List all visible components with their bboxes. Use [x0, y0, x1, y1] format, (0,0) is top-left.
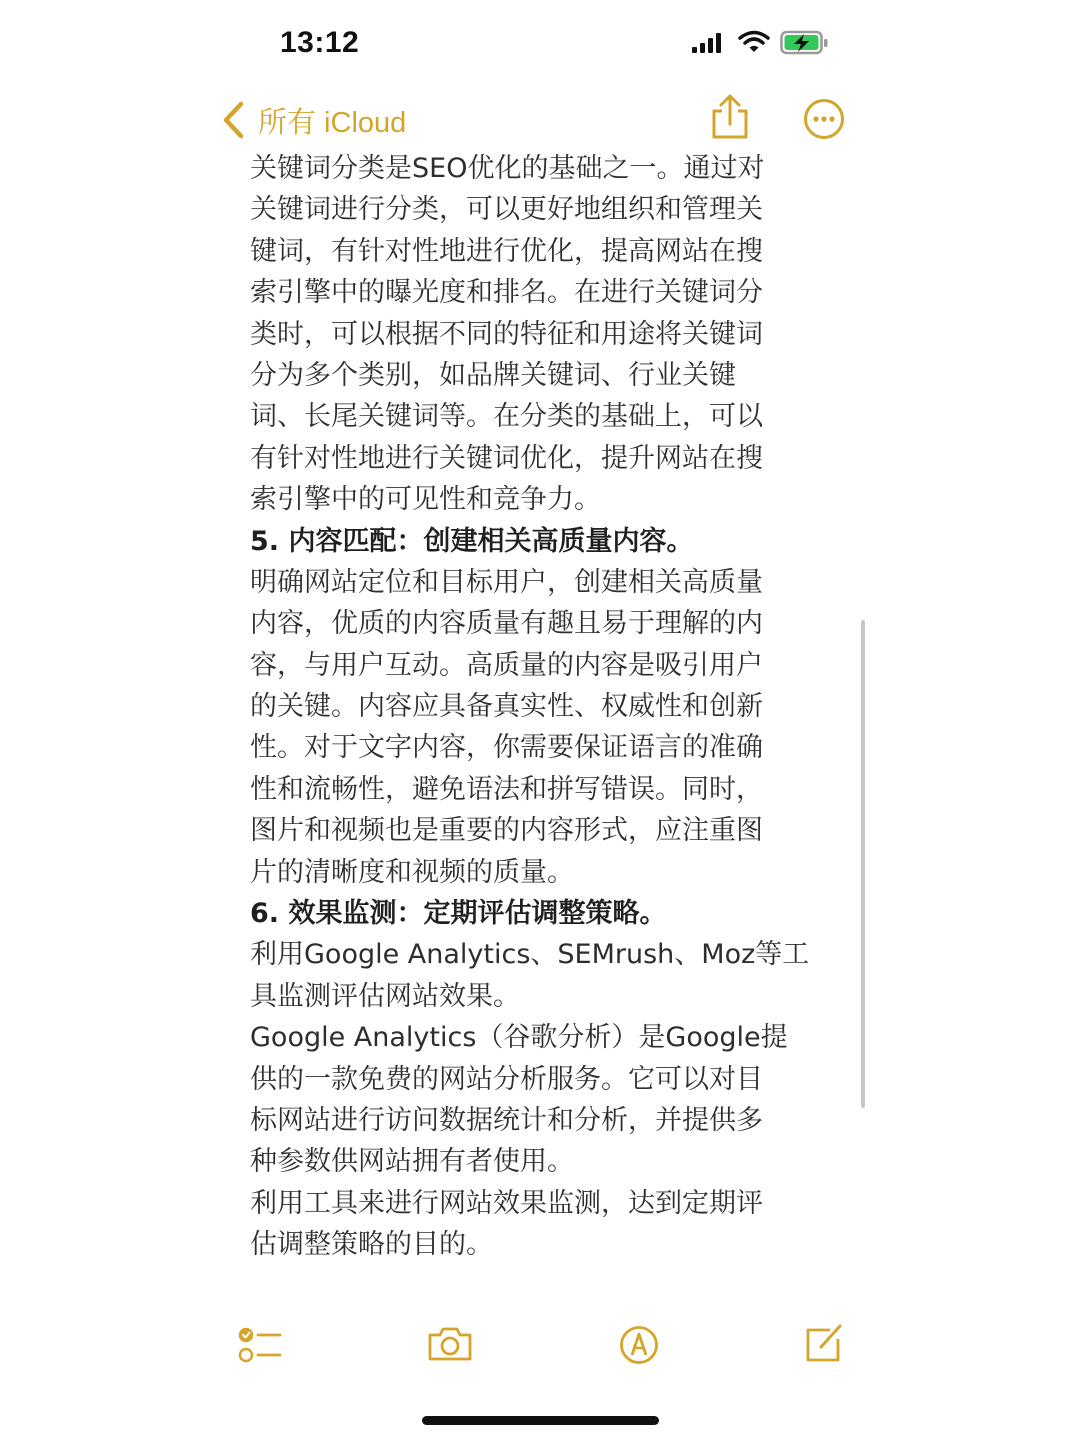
- compose-icon: [804, 1322, 846, 1364]
- back-button[interactable]: [220, 96, 406, 144]
- note-text-line: 具监测评估网站效果。: [250, 980, 520, 1012]
- note-heading-line: 6. 效果监测：定期评估调整策略。: [250, 898, 667, 930]
- more-options-button[interactable]: [803, 98, 845, 144]
- note-text-line: 索引擎中的可见性和竞争力。: [250, 484, 601, 516]
- camera-icon: [427, 1326, 473, 1362]
- share-button[interactable]: [708, 94, 752, 144]
- ellipsis-circle-icon: [803, 98, 845, 140]
- note-text-line: 标网站进行访问数据统计和分析，并提供多: [250, 1104, 763, 1136]
- note-text-line: 容，与用户互动。高质量的内容是吸引用户: [250, 649, 763, 681]
- note-text-line: 索引擎中的曝光度和排名。在进行关键词分: [250, 277, 763, 309]
- note-text-line: 图片和视频也是重要的内容形式，应注重图: [250, 815, 763, 847]
- compose-button[interactable]: [804, 1322, 846, 1368]
- home-indicator: [422, 1416, 659, 1425]
- share-icon: [708, 94, 752, 140]
- note-text-line: 键词，有针对性地进行优化，提高网站在搜: [250, 235, 763, 267]
- note-content[interactable]: [250, 148, 840, 1268]
- note-text-line: 内容，优质的内容质量有趣且易于理解的内: [250, 608, 763, 640]
- pen-tip-circle-icon: [619, 1325, 659, 1365]
- note-text-line: 关键词进行分类，可以更好地组织和管理关: [250, 194, 763, 226]
- status-time: 13:12: [280, 26, 360, 59]
- note-text-line: 分为多个类别，如品牌关键词、行业关键: [250, 359, 736, 391]
- back-label: 所有 iCloud: [258, 106, 407, 139]
- note-text-line: 性。对于文字内容，你需要保证语言的准确: [250, 732, 763, 764]
- camera-button[interactable]: [427, 1326, 473, 1366]
- wifi-icon: [738, 30, 770, 54]
- navigation-bar: [0, 90, 1080, 150]
- note-text-line: 片的清晰度和视频的质量。: [250, 856, 574, 888]
- note-heading-line: 5. 内容匹配：创建相关高质量内容。: [250, 525, 694, 557]
- note-text-line: 词、长尾关键词等。在分类的基础上，可以: [250, 401, 763, 433]
- note-text-line: 明确网站定位和目标用户，创建相关高质量: [250, 566, 763, 598]
- note-text-line: 有针对性地进行关键词优化，提升网站在搜: [250, 442, 763, 474]
- note-text-line: 利用Google Analytics、SEMrush、Moz等工: [250, 939, 810, 971]
- chevron-left-icon: [220, 100, 246, 140]
- checklist-icon: [238, 1326, 282, 1364]
- note-text-line: 的关键。内容应具备真实性、权威性和创新: [250, 691, 763, 723]
- note-text-line: Google Analytics（谷歌分析）是Google提: [250, 1022, 788, 1054]
- markup-button[interactable]: [619, 1325, 659, 1369]
- note-text-line: 种参数供网站拥有者使用。: [250, 1146, 574, 1178]
- note-text-line: 供的一款免费的网站分析服务。它可以对目: [250, 1063, 763, 1095]
- cellular-signal-icon: [692, 32, 726, 54]
- checklist-button[interactable]: [238, 1326, 282, 1368]
- note-text-line: 类时，可以根据不同的特征和用途将关键词: [250, 318, 763, 350]
- note-text-line: 利用工具来进行网站效果监测，达到定期评: [250, 1187, 763, 1219]
- scroll-indicator[interactable]: [861, 620, 865, 1108]
- status-bar: [0, 0, 1080, 90]
- note-text-line: 关键词分类是SEO优化的基础之一。通过对: [250, 153, 765, 184]
- battery-charging-icon: [780, 30, 830, 56]
- note-text-line: 性和流畅性，避免语法和拼写错误。同时，: [250, 773, 763, 805]
- note-text-line: 估调整策略的目的。: [250, 1229, 493, 1261]
